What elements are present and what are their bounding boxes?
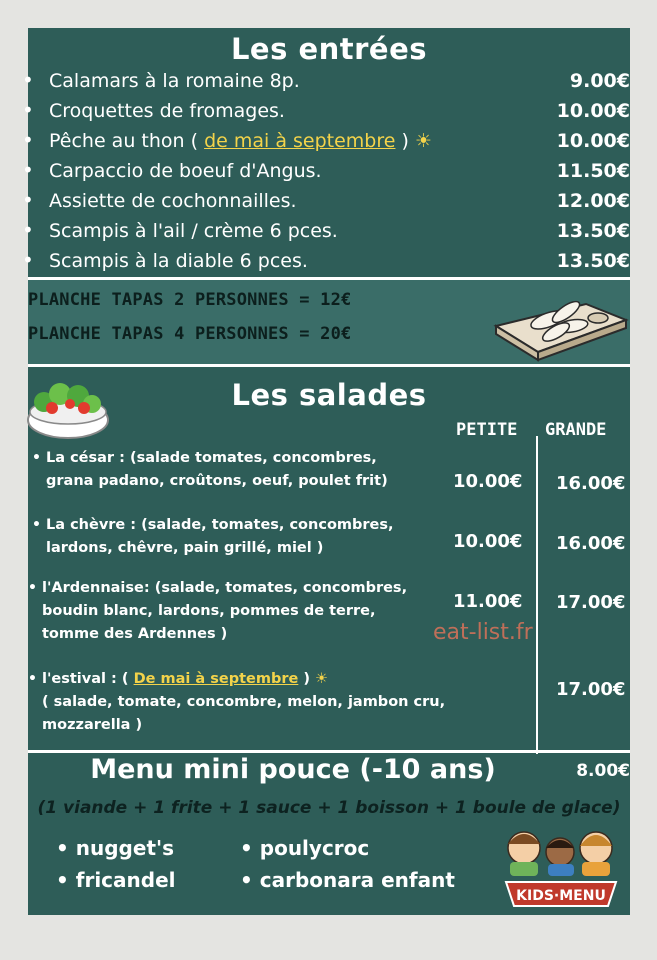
entree-name: Scampis à l'ail / crème 6 pces.	[49, 220, 338, 242]
salad-name: La césar :	[46, 450, 125, 466]
salad-price-grande: 17.00€	[556, 679, 626, 700]
salad-price-grande: 16.00€	[556, 473, 626, 494]
entree-name: Carpaccio de boeuf d'Angus.	[49, 160, 322, 182]
salad-name: l'Ardennaise:	[42, 580, 150, 596]
seasonal-note: de mai à septembre	[204, 130, 396, 152]
bullet-icon: •	[22, 188, 34, 212]
bullet-icon: •	[32, 517, 41, 533]
bullet-icon: •	[22, 98, 34, 122]
sun-icon: ☀	[315, 671, 329, 687]
salad-item	[28, 577, 408, 646]
kids-item: • carbonara enfant	[240, 868, 455, 892]
bullet-icon: •	[28, 580, 37, 596]
tapas-line: PLANCHE TAPAS 2 PERSONNES = 12€	[28, 290, 352, 310]
entrees-title: Les entrées	[230, 32, 428, 66]
salad-name: l'estival :	[42, 671, 117, 687]
tapas-line: PLANCHE TAPAS 4 PERSONNES = 20€	[28, 324, 352, 344]
section-divider	[28, 750, 630, 753]
entree-item	[22, 248, 630, 278]
bullet-icon: •	[28, 671, 37, 687]
entree-name: Croquettes de fromages.	[49, 100, 285, 122]
salad-desc: ( salade, tomate, concombre, melon, jambon cru,	[42, 694, 446, 710]
entree-price: 13.50€	[556, 220, 630, 242]
bullet-icon: •	[240, 868, 253, 892]
salad-name: La chèvre :	[46, 517, 137, 533]
salad-desc: lardons, chêvre, pain grillé, miel )	[46, 540, 324, 556]
salad-item: • l'estival : ( De mai à septembre ) ☀ ( salade, tomate, concombre, melon, jambon cru, mozzarella )	[42, 668, 445, 737]
salad-price-petite: 11.00€	[453, 591, 523, 612]
kids-item: • nugget's	[56, 836, 175, 860]
salad-desc: mozzarella )	[42, 717, 143, 733]
entree-name: Pêche au thon ( de mai à septembre ) ☀	[49, 130, 432, 152]
tapas-board-icon	[490, 286, 630, 362]
entree-price: 10.00€	[556, 130, 630, 152]
kids-badge-text: KIDS·MENU	[516, 888, 606, 904]
bullet-icon: •	[56, 836, 69, 860]
salad-desc: (salade, tomates, concombres,	[149, 580, 408, 596]
salad-desc: boudin blanc, lardons, pommes de terre,	[42, 603, 376, 619]
sun-icon: ☀	[414, 130, 432, 152]
salades-title: Les salades	[231, 378, 427, 412]
salad-item	[32, 447, 388, 493]
entree-price: 12.00€	[556, 190, 630, 212]
watermark: eat-list.fr	[433, 620, 533, 645]
entree-name: Assiette de cochonnailles.	[49, 190, 297, 212]
salad-desc: grana padano, croûtons, oeuf, poulet frit)	[46, 473, 388, 489]
kids-badge-icon	[498, 818, 624, 912]
entree-item	[22, 128, 630, 158]
entree-price: 11.50€	[556, 160, 630, 182]
kids-item: • fricandel	[56, 868, 176, 892]
bullet-icon: •	[22, 158, 34, 182]
bullet-icon: •	[22, 248, 34, 272]
salad-price-petite: 10.00€	[453, 471, 523, 492]
salad-desc: (salade tomates, concombres,	[124, 450, 377, 466]
salad-desc: tomme des Ardennes )	[42, 626, 228, 642]
column-divider	[536, 436, 538, 754]
salad-price-grande: 17.00€	[556, 592, 626, 613]
entree-item	[22, 158, 630, 188]
entree-item	[22, 188, 630, 218]
kids-composition: (1 viande + 1 frite + 1 sauce + 1 boisson + 1 boule de glace)	[37, 798, 621, 818]
salad-price-petite: 10.00€	[453, 531, 523, 552]
bullet-icon: •	[32, 450, 41, 466]
salad-desc: (salade, tomates, concombres,	[136, 517, 394, 533]
entree-name: Scampis à la diable 6 pces.	[49, 250, 308, 272]
entree-item	[22, 98, 630, 128]
entree-price: 9.00€	[569, 70, 630, 92]
section-divider	[28, 364, 630, 367]
salad-item	[32, 514, 394, 560]
entree-item	[22, 68, 630, 98]
kids-price: 8.00€	[576, 761, 630, 781]
menu-board	[22, 28, 630, 915]
entree-price: 13.50€	[556, 250, 630, 272]
entree-item	[22, 218, 630, 248]
salad-price-grande: 16.00€	[556, 533, 626, 554]
bullet-icon: •	[22, 68, 34, 92]
entree-price: 10.00€	[556, 100, 630, 122]
col-petite-header: PETITE	[456, 420, 518, 440]
entree-name: Calamars à la romaine 8p.	[49, 70, 300, 92]
col-grande-header: GRANDE	[545, 420, 607, 440]
bullet-icon: •	[240, 836, 253, 860]
bullet-icon: •	[56, 868, 69, 892]
seasonal-note: De mai à septembre	[133, 671, 299, 687]
bullet-icon: •	[22, 218, 34, 242]
kids-item: • poulycroc	[240, 836, 370, 860]
bullet-icon: •	[22, 128, 34, 152]
kids-title: Menu mini pouce (-10 ans)	[90, 754, 496, 785]
